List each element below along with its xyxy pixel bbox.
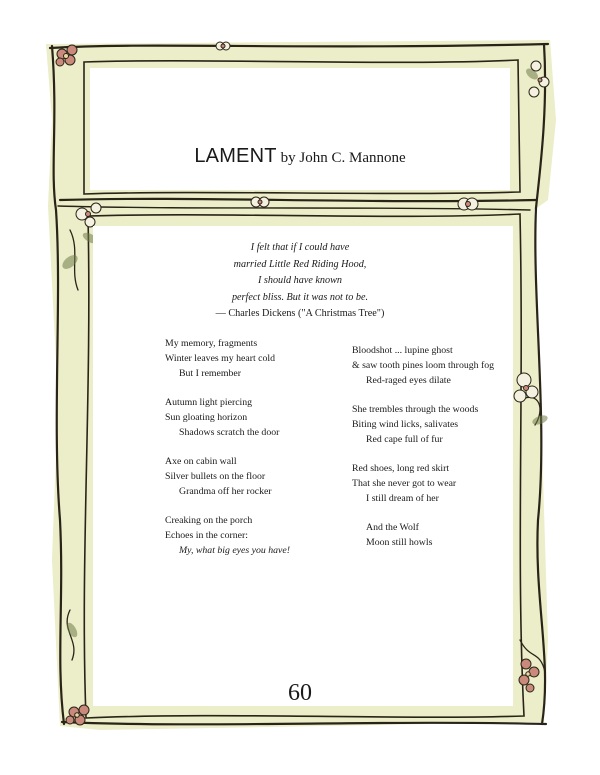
poem-line: Grandma off her rocker [179,485,272,497]
stanza [165,396,340,440]
poem-line: Biting wind licks, salivates [352,418,459,430]
epigraph [150,240,450,323]
poem-line: My memory, fragments [165,338,258,349]
stanza [352,521,527,551]
stanza [352,462,527,506]
poem-line: & saw tooth pines loom through fog [352,359,495,371]
flower-ornament [216,42,230,50]
poem-line: Silver bullets on the floor [165,470,266,482]
poem-line: I still dream of her [366,492,439,504]
stanza [352,344,527,388]
poem-line: Axe on cabin wall [165,455,237,467]
poem-line: Moon still howls [366,536,433,548]
poem-line: Autumn light piercing [165,396,253,408]
poem-line: And the Wolf [366,521,419,533]
stanza [165,514,340,558]
epigraph-line: I felt that if I could have [250,242,350,253]
poem-line: She trembles through the woods [352,403,479,415]
stanza [352,403,527,447]
poem-column-left [165,337,340,573]
title-byline: by John C. Mannone [280,150,406,166]
title-panel [90,68,510,190]
flower-ornament [458,198,478,210]
poem-title [0,145,600,168]
poem-line: Sun gloating horizon [165,411,248,423]
poem-line: Creaking on the porch [165,514,253,526]
poem-column-right [352,344,527,565]
stanza [165,455,340,499]
poem-line: Bloodshot ... lupine ghost [352,345,453,356]
poem-line: Red cape full of fur [366,433,443,445]
poem-line: But I remember [179,367,242,379]
poem-line: Winter leaves my heart cold [165,352,276,364]
poem-line: Echoes in the corner: [165,529,248,541]
poem-line: Red shoes, long red skirt [352,462,450,474]
page-number: 60 [288,680,312,706]
epigraph-attribution: — Charles Dickens ("A Christmas Tree") [215,308,385,320]
stanza [165,337,340,381]
poem-line: My, what big eyes you have! [179,544,290,556]
poem-line: Red-raged eyes dilate [366,374,451,386]
title-main: LAMENT [194,145,277,167]
poem-line: Shadows scratch the door [179,426,280,438]
flower-ornament [251,197,269,207]
poem-line: That she never got to wear [352,477,457,489]
epigraph-line: I should have known [257,275,343,287]
epigraph-line: perfect bliss. But it was not to be. [231,291,369,303]
epigraph-line: married Little Red Riding Hood, [233,258,367,270]
